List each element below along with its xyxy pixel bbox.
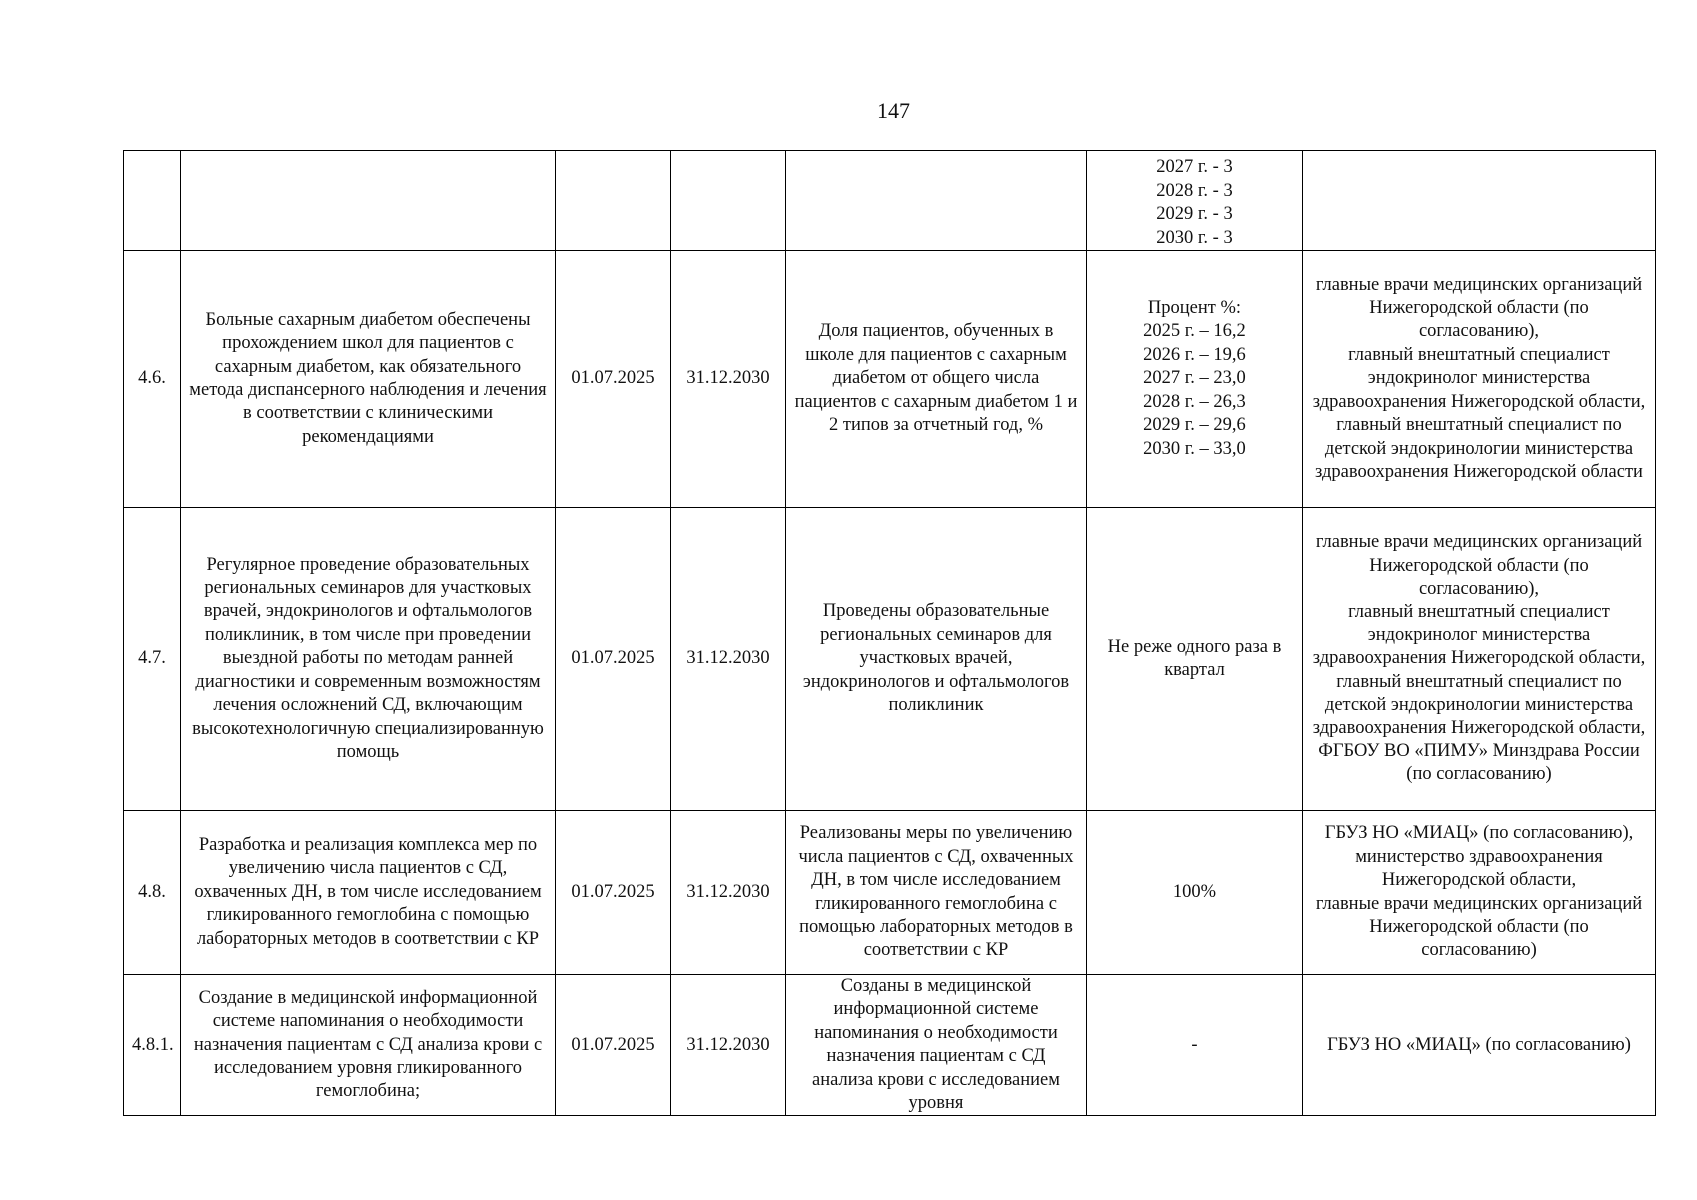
end-date-cell: 31.12.2030: [671, 811, 786, 975]
event-cell: [181, 151, 556, 251]
row-number-cell: 4.7.: [124, 508, 181, 811]
start-date-cell: 01.07.2025: [556, 975, 671, 1116]
target-line: 2029 г. - 3: [1156, 204, 1233, 225]
table-row: [124, 251, 1656, 508]
start-date-cell: 01.07.2025: [556, 508, 671, 811]
target-line: 2029 г. – 29,6: [1143, 415, 1246, 436]
target-line: 2025 г. – 16,2: [1143, 321, 1246, 342]
target-line: 2027 г. – 23,0: [1143, 368, 1246, 389]
indicator-cell: Реализованы меры по увеличению числа пациентов с СД, охваченных ДН, в том числе исследованием гликированного гемоглобина с помощью лабораторных методов в соответствии с КР: [786, 811, 1087, 975]
target-line: 100%: [1172, 881, 1217, 902]
event-cell: Регулярное проведение образовательных региональных семинаров для участковых врачей, эндокринологов и офтальмологов поликлиник, в том числе при проведении выездной работы по методам ранней диагностики и современным возможностям лечения осложнений СД, включающим высокотехнологичную специализированную помощь: [181, 508, 556, 811]
indicator-cell: Созданы в медицинской информационной системе напоминания о необходимости назначения пациентам с СД анализа крови с исследованием уровня: [786, 975, 1087, 1116]
indicator-cell: Проведены образовательные региональных семинаров для участковых врачей, эндокринологов и офтальмологов поликлиник: [786, 508, 1087, 811]
target-line: -: [1191, 1034, 1198, 1055]
row-number-cell: 4.8.: [124, 811, 181, 975]
event-cell: Больные сахарным диабетом обеспечены прохождением школ для пациентов с сахарным диабетом, как обязательного метода диспансерного наблюдения и лечения в соответствии с клиническими рекомендациями: [181, 251, 556, 508]
target-line: 2026 г. – 19,6: [1143, 344, 1246, 365]
plan-table: [123, 150, 1656, 1116]
page-number: 147: [877, 98, 910, 123]
target-cell: [1087, 811, 1303, 975]
target-cell: [1087, 975, 1303, 1116]
end-date-cell: 31.12.2030: [671, 975, 786, 1116]
event-cell: Создание в медицинской информационной системе напоминания о необходимости назначения пациентам с СД анализа крови с исследованием уровня гликированного гемоглобина;: [181, 975, 556, 1116]
responsible-cell: [1303, 151, 1656, 251]
responsible-cell: главные врачи медицинских организаций Нижегородской области (по согласованию), главный внештатный специалист эндокринолог министерства здравоохранения Нижегородской области, главный внештатный специалист по детской эндокринологии министерства здравоохранения Нижегородской области: [1303, 251, 1656, 508]
start-date-cell: 01.07.2025: [556, 251, 671, 508]
event-cell: Разработка и реализация комплекса мер по увеличению числа пациентов с СД, охваченных ДН, в том числе исследованием гликированного гемоглобина с помощью лабораторных методов в соответствии с КР: [181, 811, 556, 975]
row-number-cell: [124, 151, 181, 251]
start-date-cell: 01.07.2025: [556, 811, 671, 975]
end-date-cell: 31.12.2030: [671, 251, 786, 508]
start-date-cell: [556, 151, 671, 251]
row-number-cell: 4.8.1.: [124, 975, 181, 1116]
indicator-cell: [786, 151, 1087, 251]
end-date-cell: 31.12.2030: [671, 508, 786, 811]
table-row: [124, 151, 1656, 251]
target-line: 2028 г. – 26,3: [1143, 391, 1246, 412]
target-line: 2028 г. - 3: [1156, 180, 1233, 201]
responsible-cell: ГБУЗ НО «МИАЦ» (по согласованию): [1303, 975, 1656, 1116]
end-date-cell: [671, 151, 786, 251]
target-line: Процент %:: [1147, 298, 1242, 319]
table-row: [124, 811, 1656, 975]
target-line: 2027 г. - 3: [1156, 157, 1233, 178]
target-line: 2030 г. – 33,0: [1143, 438, 1246, 459]
table-row: [124, 975, 1656, 1116]
indicator-cell: Доля пациентов, обученных в школе для пациентов с сахарным диабетом от общего числа пациентов с сахарным диабетом 1 и 2 типов за отчетный год, %: [786, 251, 1087, 508]
target-cell: [1087, 251, 1303, 508]
target-line: 2030 г. - 3: [1156, 227, 1233, 248]
row-number-cell: 4.6.: [124, 251, 181, 508]
table-row: [124, 508, 1656, 811]
target-line: Не реже одного раза в квартал: [1107, 636, 1282, 680]
responsible-cell: главные врачи медицинских организаций Нижегородской области (по согласованию), главный внештатный специалист эндокринолог министерства здравоохранения Нижегородской области, главный внештатный специалист по детской эндокринологии министерства здравоохранения Нижегородской области, ФГБОУ ВО «ПИМУ» Минздрава России (по согласованию): [1303, 508, 1656, 811]
target-cell: [1087, 151, 1303, 251]
target-cell: [1087, 508, 1303, 811]
responsible-cell: ГБУЗ НО «МИАЦ» (по согласованию), министерство здравоохранения Нижегородской области, главные врачи медицинских организаций Нижегородской области (по согласованию): [1303, 811, 1656, 975]
